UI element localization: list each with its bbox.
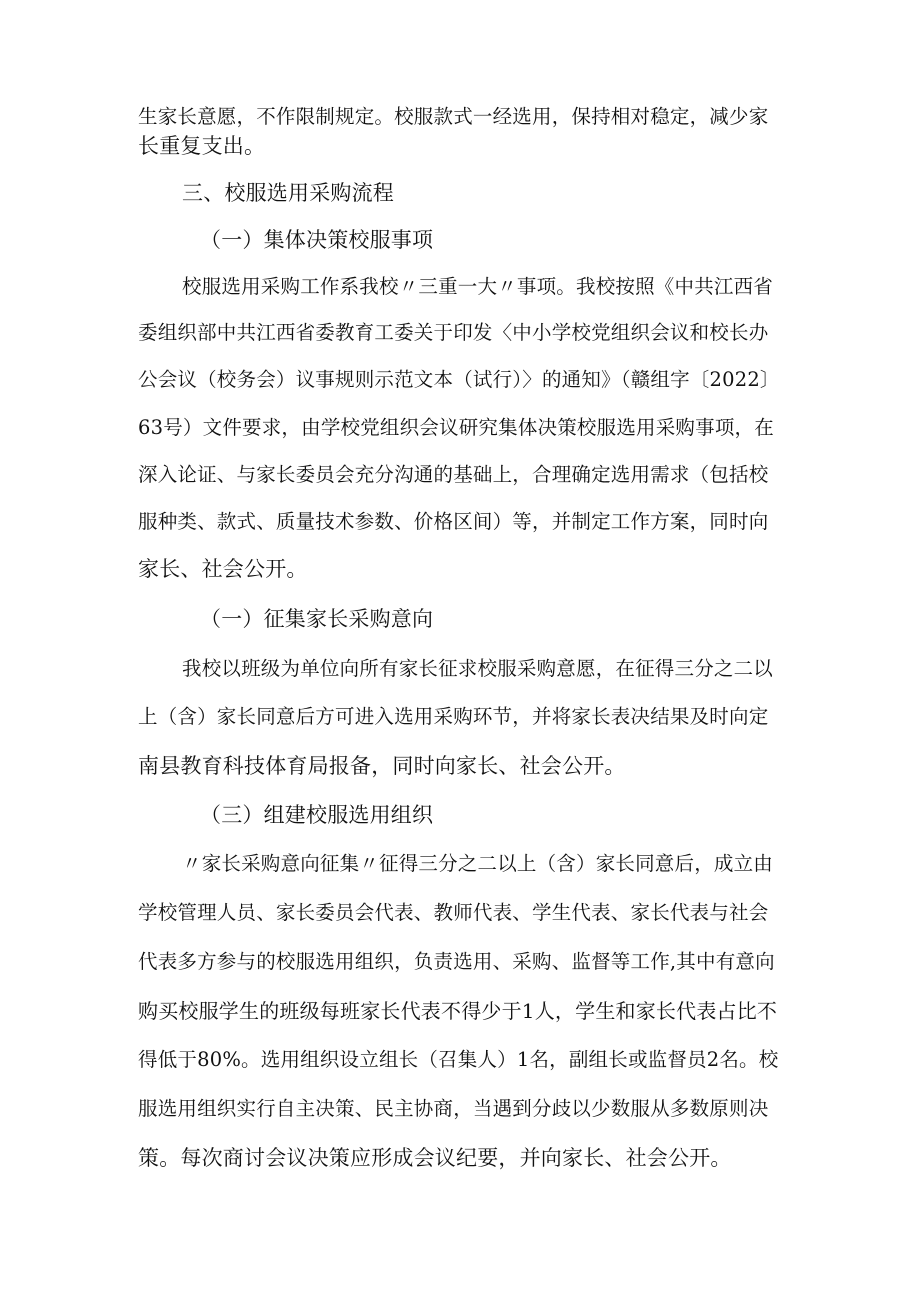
paragraph-line: 校服选用采购工作系我校〃三重一大〃事项。我校按照《中共江西省: [182, 275, 774, 298]
paragraph-line: 生家长意愿，不作限制规定。校服款式一经选用，保持相对稳定，减少家: [138, 105, 769, 128]
paragraph-line: 63号）文件要求，由学校党组织会议研究集体决策校服选用采购事项，在: [138, 416, 774, 439]
subsection-heading: （一）集体决策校服事项: [200, 228, 434, 252]
paragraph-line: 深入论证、与家长委员会充分沟通的基础上，合理确定选用需求（包括校: [138, 463, 769, 486]
paragraph-line: 购买校服学生的班级每班家长代表不得少于1人，学生和家长代表占比不: [138, 999, 778, 1023]
paragraph-line: 委组织部中共江西省委教育工委关于印发〈中小学校党组织会议和校长办: [138, 321, 769, 344]
paragraph-line: 策。每次商讨会议决策应形成会议纪要，并向家长、社会公开。: [138, 1146, 732, 1170]
paragraph-line: 家长、社会公开。: [138, 557, 308, 581]
paragraph-line: 上（含）家长同意后方可进入选用采购环节，并将家长表决结果及时向定: [138, 705, 769, 728]
paragraph-line: 服选用组织实行自主决策、民主协商，当遇到分歧以少数服从多数原则决: [138, 1097, 769, 1120]
paragraph-line: 我校以班级为单位向所有家长征求校服采购意愿，在征得三分之二以: [182, 657, 774, 680]
section-heading: 三、校服选用采购流程: [182, 181, 394, 205]
paragraph-line: 学校管理人员、家长委员会代表、教师代表、学生代表、家长代表与社会: [138, 901, 769, 924]
paragraph-line: 代表多方参与的校服选用组织，负责选用、采购、监督等工作,其中有意向: [138, 950, 775, 973]
subsection-heading: （三）组建校服选用组织: [200, 803, 434, 827]
paragraph-line: 〃家长采购意向征集〃征得三分之二以上（含）家长同意后，成立由: [182, 852, 774, 875]
subsection-heading: （一）征集家长采购意向: [200, 607, 434, 631]
paragraph-line: 得低于80%。选用组织设立组长（召集人）1名，副组长或监督员2名。校: [138, 1048, 779, 1071]
paragraph-line: 长重复支出。: [138, 134, 266, 158]
paragraph-line: 服种类、款式、质量技术参数、价格区间）等，并制定工作方案，同时向: [138, 510, 769, 533]
paragraph-line: 公会议（校务会）议事规则示范文本（试行）〉的通知》（赣组字〔2022〕: [138, 368, 780, 391]
paragraph-line: 南县教育科技体育局报备，同时向家长、社会公开。: [138, 754, 626, 778]
